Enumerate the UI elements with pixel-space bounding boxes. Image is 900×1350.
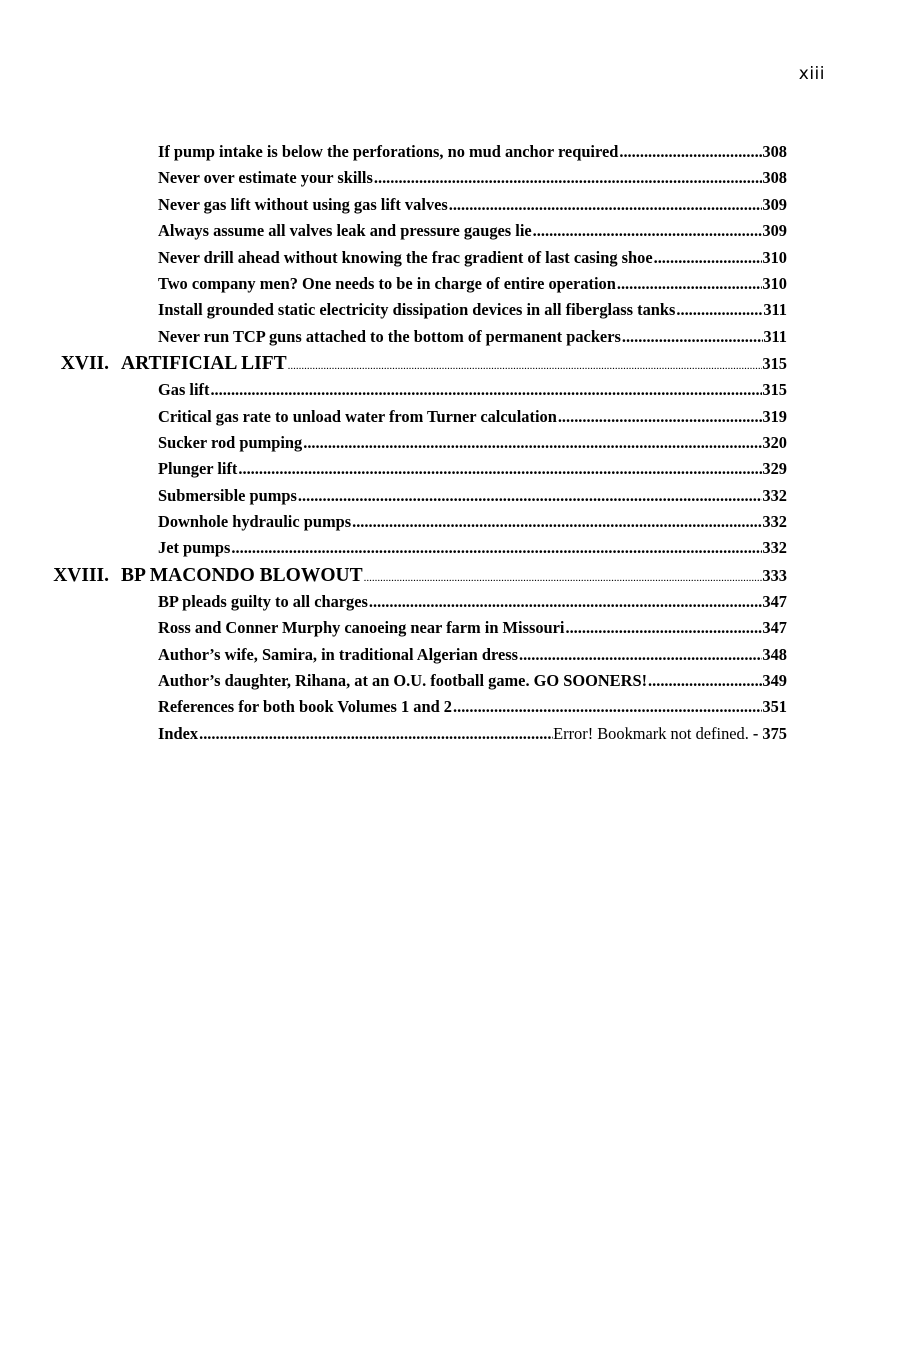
dot-leader <box>230 535 762 561</box>
toc-entry-page: 315 <box>762 380 787 400</box>
toc-entry-label: Submersible pumps <box>158 485 297 505</box>
toc-entry-page: 311 <box>763 300 787 320</box>
toc-entry[interactable] <box>158 615 787 641</box>
dot-leader <box>351 509 762 535</box>
toc-entry-page: 320 <box>762 432 787 452</box>
dot-leader <box>237 456 762 482</box>
toc-entry-label: Install grounded static electricity dissipation devices in all fiberglass tanks <box>158 300 676 320</box>
toc-entry-page: 309 <box>762 221 787 241</box>
toc-entry[interactable] <box>158 456 787 482</box>
toc-entry-label: Always assume all valves leak and pressure gauges lie <box>158 221 532 241</box>
dot-leader <box>302 430 762 456</box>
toc-entry-label: Never drill ahead without knowing the frac gradient of last casing shoe <box>158 247 653 267</box>
toc-entry-page: 332 <box>762 512 787 532</box>
toc-entry-index[interactable] <box>158 721 787 747</box>
chapter-page: 315 <box>762 354 787 374</box>
dot-leader <box>452 694 762 720</box>
toc-chapter-bp-macondo-blowout[interactable] <box>0 562 787 589</box>
toc-entry[interactable] <box>158 139 787 165</box>
toc-entry[interactable] <box>158 377 787 403</box>
dot-leader <box>557 404 763 430</box>
toc-entry[interactable] <box>158 483 787 509</box>
toc-entry[interactable] <box>158 297 787 323</box>
toc-entry-label: Never over estimate your skills <box>158 168 373 188</box>
toc-entry-label: Jet pumps <box>158 538 231 558</box>
chapter-number: XVIII. <box>53 564 109 586</box>
toc-entry-page: 311 <box>763 326 787 346</box>
toc-entry[interactable] <box>158 509 787 535</box>
toc-entry[interactable] <box>158 589 787 615</box>
toc-entry[interactable] <box>158 165 787 191</box>
toc-entry-label: Two company men? One needs to be in charge of entire operation <box>158 273 616 293</box>
toc-entry-page: 308 <box>762 168 787 188</box>
toc-entry-page: 332 <box>762 485 787 505</box>
chapter-page: 333 <box>762 565 787 585</box>
toc-entry[interactable] <box>158 535 787 561</box>
dot-leader <box>564 615 762 641</box>
toc-entry[interactable] <box>158 642 787 668</box>
dot-leader <box>209 377 762 403</box>
toc-entry-label: Ross and Conner Murphy canoeing near farm in Missouri <box>158 618 565 638</box>
toc-entry-page: 329 <box>762 459 787 479</box>
toc-entry-label: BP pleads guilty to all charges <box>158 591 368 611</box>
toc-entry[interactable] <box>158 218 787 244</box>
toc-entry-page: 347 <box>762 618 787 638</box>
toc-entry[interactable] <box>158 245 787 271</box>
toc-entry-label: References for both book Volumes 1 and 2 <box>158 697 452 717</box>
toc-entry[interactable] <box>158 271 787 297</box>
toc-entry[interactable] <box>158 324 787 350</box>
toc-entry[interactable] <box>158 404 787 430</box>
page-number: xiii <box>798 64 825 84</box>
table-of-contents <box>0 139 900 747</box>
toc-entry-page: 349 <box>762 671 787 691</box>
toc-entry-page: 310 <box>762 273 787 293</box>
dot-leader <box>653 245 763 271</box>
dot-leader <box>518 642 762 668</box>
dot-leader <box>297 483 763 509</box>
toc-entry-page: 319 <box>762 406 787 426</box>
toc-entry-page: 348 <box>762 644 787 664</box>
dot-leader <box>448 192 763 218</box>
toc-chapter-artificial-lift[interactable] <box>0 350 787 377</box>
toc-entry-label: Author’s wife, Samira, in traditional Algerian dress <box>158 644 518 664</box>
toc-entry-page: 347 <box>762 591 787 611</box>
dot-leader <box>287 353 763 377</box>
toc-entry-label: If pump intake is below the perforations, no mud anchor required <box>158 142 619 161</box>
toc-entry[interactable] <box>158 694 787 720</box>
toc-entry-label: Downhole hydraulic pumps <box>158 512 352 532</box>
chapter-title: ARTIFICIAL LIFT <box>121 353 287 375</box>
toc-entry-label: Index <box>158 723 199 743</box>
chapter-number: XVII. <box>60 353 109 375</box>
dot-leader <box>675 297 763 323</box>
toc-entry-label: Sucker rod pumping <box>158 432 303 452</box>
dot-leader <box>616 271 763 297</box>
dot-leader <box>618 139 762 165</box>
toc-entry[interactable] <box>158 192 787 218</box>
toc-entry-label: Critical gas rate to unload water from Turner calculation <box>158 406 557 426</box>
toc-entry-label: Never gas lift without using gas lift valves <box>158 194 448 214</box>
bookmark-error-text: Error! Bookmark not defined. <box>553 723 749 743</box>
dot-leader <box>363 565 763 589</box>
chapter-title: BP MACONDO BLOWOUT <box>121 564 363 586</box>
toc-entry-page: 309 <box>762 194 787 214</box>
toc-entry-page: - 375 <box>752 723 787 743</box>
toc-entry-page: 351 <box>762 697 787 717</box>
toc-entry-label: Author’s daughter, Rihana, at an O.U. football game. GO SOONERS! <box>158 671 648 691</box>
toc-entry-page: 308 <box>762 142 787 161</box>
dot-leader <box>621 324 763 350</box>
toc-entry-label: Plunger lift <box>158 459 238 479</box>
toc-entry-label: Never run TCP guns attached to the bottom of permanent packers <box>158 326 621 346</box>
dot-leader <box>368 589 763 615</box>
toc-entry-page: 332 <box>762 538 787 558</box>
dot-leader <box>647 668 762 694</box>
dot-leader <box>198 721 553 747</box>
toc-entry-label: Gas lift <box>158 380 210 400</box>
toc-entry-page: 310 <box>762 247 787 267</box>
dot-leader <box>373 165 763 191</box>
toc-entry[interactable] <box>158 430 787 456</box>
dot-leader <box>532 218 763 244</box>
toc-entry[interactable] <box>158 668 787 694</box>
